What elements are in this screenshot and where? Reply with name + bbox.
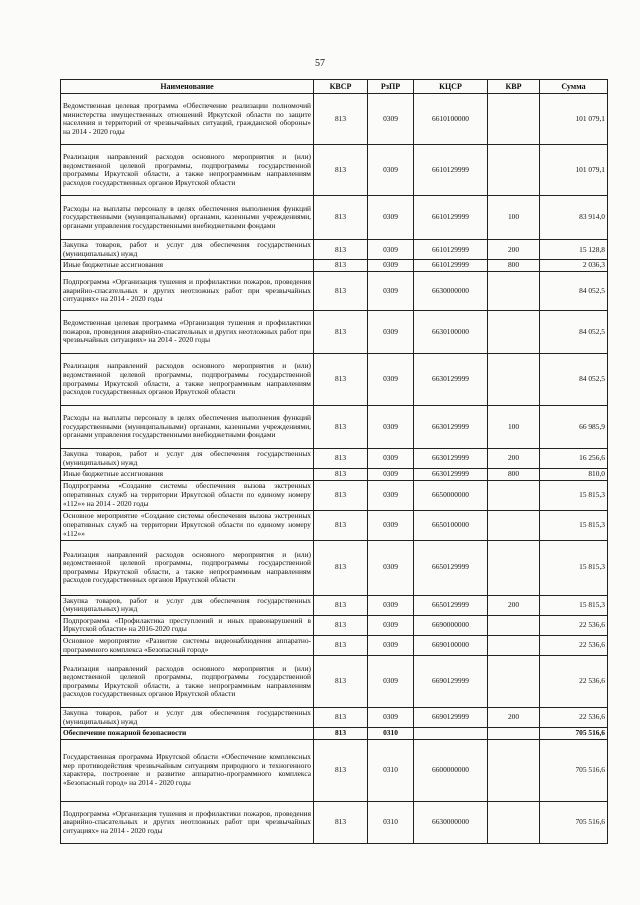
- cell-kcsr: 6650100000: [414, 510, 488, 540]
- cell-kvsr: 813: [314, 469, 368, 481]
- cell-rzpr: 0309: [368, 708, 414, 728]
- cell-sum: 705 516,6: [540, 728, 608, 740]
- cell-sum: 84 052,5: [540, 354, 608, 406]
- cell-kcsr: 6600000000: [414, 739, 488, 801]
- table-row: [61, 354, 608, 406]
- header-name: Наименование: [61, 80, 314, 94]
- cell-kvr: [488, 480, 540, 510]
- cell-kvr: [488, 272, 540, 311]
- cell-rzpr: 0309: [368, 449, 414, 469]
- cell-sum: 22 536,6: [540, 656, 608, 708]
- table-row: [61, 240, 608, 260]
- cell-name: Иные бюджетные ассигнования: [61, 469, 314, 481]
- cell-rzpr: 0309: [368, 260, 414, 272]
- cell-sum: 16 256,6: [540, 449, 608, 469]
- cell-sum: 15 128,8: [540, 240, 608, 260]
- table-row: [61, 260, 608, 272]
- cell-sum: 66 985,9: [540, 406, 608, 449]
- cell-kvr: 200: [488, 449, 540, 469]
- cell-sum: 83 914,0: [540, 196, 608, 240]
- table-body: [61, 94, 608, 844]
- cell-kvsr: 813: [314, 449, 368, 469]
- cell-sum: 15 815,3: [540, 540, 608, 595]
- cell-name: Реализация направлений расходов основного мероприятия и (или) ведомственной целевой программы, подпрограммы государственной программы Иркутской области, а также непрограммным направлениям расходов государственных органов Иркутской области: [61, 540, 314, 595]
- cell-kvsr: 813: [314, 801, 368, 843]
- cell-kcsr: 6630129999: [414, 354, 488, 406]
- cell-kvsr: 813: [314, 145, 368, 196]
- cell-kvr: 200: [488, 240, 540, 260]
- cell-kvsr: 813: [314, 272, 368, 311]
- cell-name: Закупка товаров, работ и услуг для обеспечения государственных (муниципальных) нужд: [61, 240, 314, 260]
- cell-kvsr: 813: [314, 94, 368, 145]
- cell-kcsr: 6630000000: [414, 801, 488, 843]
- cell-sum: 705 516,6: [540, 801, 608, 843]
- cell-rzpr: 0309: [368, 311, 414, 354]
- cell-kvr: [488, 94, 540, 145]
- cell-sum: 705 516,6: [540, 739, 608, 801]
- cell-rzpr: 0309: [368, 540, 414, 595]
- cell-kcsr: [414, 728, 488, 740]
- cell-sum: 22 536,6: [540, 708, 608, 728]
- cell-name: Реализация направлений расходов основного мероприятия и (или) ведомственной целевой программы, подпрограммы государственной программы Иркутской области, а также непрограммным направлениям расходов государственных органов Иркутской области: [61, 656, 314, 708]
- cell-kvsr: 813: [314, 311, 368, 354]
- cell-rzpr: 0310: [368, 801, 414, 843]
- cell-name: Ведомственная целевая программа «Организация тушения и профилактики пожаров, проведения аварийно-спасательных и других неотложных работ при чрезвычайных ситуациях» на 2014 - 2020 годы: [61, 311, 314, 354]
- cell-rzpr: 0310: [368, 739, 414, 801]
- table-row: [61, 656, 608, 708]
- cell-kvr: [488, 540, 540, 595]
- cell-kvr: [488, 354, 540, 406]
- cell-sum: 810,0: [540, 469, 608, 481]
- cell-kvr: [488, 801, 540, 843]
- table-header: [61, 80, 608, 94]
- cell-rzpr: 0309: [368, 510, 414, 540]
- table-row: [61, 94, 608, 145]
- cell-kvr: [488, 728, 540, 740]
- table-row: [61, 595, 608, 615]
- header-sum: Сумма: [540, 80, 608, 94]
- table-row: [61, 145, 608, 196]
- cell-kvsr: 813: [314, 728, 368, 740]
- cell-name: Подпрограмма «Организация тушения и профилактики пожаров, проведения аварийно-спасательных и других неотложных работ при чрезвычайных ситуациях» на 2014 - 2020 годы: [61, 801, 314, 843]
- cell-kcsr: 6610129999: [414, 196, 488, 240]
- cell-rzpr: 0309: [368, 595, 414, 615]
- cell-name: Государственная программа Иркутской области «Обеспечение комплексных мер противодействия чрезвычайным ситуациям природного и техногенного характера, построение и развитие аппаратно-программного комплекса «Безопасный город» на 2014 - 2020 годы: [61, 739, 314, 801]
- cell-rzpr: 0309: [368, 480, 414, 510]
- table-row: [61, 739, 608, 801]
- cell-name: Основное мероприятие «Развитие системы видеонаблюдения аппаратно-программного комплекса «Безопасный город»: [61, 636, 314, 656]
- cell-name: Реализация направлений расходов основного мероприятия и (или) ведомственной целевой программы, подпрограммы государственной программы Иркутской области, а также непрограммным направлениям расходов государственных органов Иркутской области: [61, 354, 314, 406]
- cell-sum: 84 052,5: [540, 272, 608, 311]
- cell-name: Иные бюджетные ассигнования: [61, 260, 314, 272]
- cell-rzpr: 0309: [368, 406, 414, 449]
- cell-kcsr: 6690000000: [414, 615, 488, 635]
- cell-kvsr: 813: [314, 240, 368, 260]
- cell-kcsr: 6630129999: [414, 469, 488, 481]
- cell-sum: 101 079,1: [540, 145, 608, 196]
- cell-name: Расходы на выплаты персоналу в целях обеспечения выполнения функций государственными (муниципальными) органами, казенными учреждениями, органами управления государственными внебюджетными фондами: [61, 406, 314, 449]
- cell-kvr: [488, 145, 540, 196]
- cell-kvr: [488, 636, 540, 656]
- cell-kvsr: 813: [314, 510, 368, 540]
- table-row: [61, 480, 608, 510]
- cell-kcsr: 6690100000: [414, 636, 488, 656]
- cell-kvr: 100: [488, 406, 540, 449]
- cell-rzpr: 0309: [368, 272, 414, 311]
- cell-kvsr: 813: [314, 739, 368, 801]
- cell-kvr: 800: [488, 260, 540, 272]
- cell-kvr: 800: [488, 469, 540, 481]
- cell-kvsr: 813: [314, 260, 368, 272]
- cell-kcsr: 6690129999: [414, 656, 488, 708]
- cell-name: Реализация направлений расходов основного мероприятия и (или) ведомственной целевой программы, подпрограммы государственной программы Иркутской области, а также непрограммным направлениям расходов государственных органов Иркутской области: [61, 145, 314, 196]
- cell-name: Закупка товаров, работ и услуг для обеспечения государственных (муниципальных) нужд: [61, 595, 314, 615]
- table-row: [61, 272, 608, 311]
- cell-rzpr: 0309: [368, 636, 414, 656]
- cell-sum: 2 036,3: [540, 260, 608, 272]
- cell-rzpr: 0309: [368, 656, 414, 708]
- cell-kcsr: 6630129999: [414, 449, 488, 469]
- cell-kvr: [488, 739, 540, 801]
- cell-sum: 15 815,3: [540, 510, 608, 540]
- cell-kvsr: 813: [314, 615, 368, 635]
- cell-sum: 101 079,1: [540, 94, 608, 145]
- cell-kvr: [488, 615, 540, 635]
- cell-rzpr: 0309: [368, 196, 414, 240]
- cell-kcsr: 6610100000: [414, 94, 488, 145]
- cell-name: Подпрограмма «Организация тушения и профилактики пожаров, проведения аварийно-спасательных и других неотложных работ при чрезвычайных ситуациях» на 2014 - 2020 годы: [61, 272, 314, 311]
- header-kcsr: КЦСР: [414, 80, 488, 94]
- cell-kcsr: 6650000000: [414, 480, 488, 510]
- table-row: [61, 708, 608, 728]
- cell-rzpr: 0310: [368, 728, 414, 740]
- cell-name: Обеспечение пожарной безопасности: [61, 728, 314, 740]
- cell-kcsr: 6650129999: [414, 540, 488, 595]
- table-row: [61, 469, 608, 481]
- page-number: 57: [315, 58, 325, 69]
- table-row: [61, 615, 608, 635]
- cell-kcsr: 6630129999: [414, 406, 488, 449]
- cell-name: Закупка товаров, работ и услуг для обеспечения государственных (муниципальных) нужд: [61, 449, 314, 469]
- cell-kvr: [488, 510, 540, 540]
- table-row: [61, 311, 608, 354]
- cell-rzpr: 0309: [368, 354, 414, 406]
- cell-rzpr: 0309: [368, 145, 414, 196]
- cell-rzpr: 0309: [368, 94, 414, 145]
- table-row: [61, 636, 608, 656]
- cell-kvsr: 813: [314, 354, 368, 406]
- header-rzpr: РзПР: [368, 80, 414, 94]
- table-row: [61, 510, 608, 540]
- cell-name: Подпрограмма «Создание системы обеспечения вызова экстренных оперативных служб на территории Иркутской области по единому номеру «112»» на 2014 - 2020 годы: [61, 480, 314, 510]
- cell-kcsr: 6610129999: [414, 145, 488, 196]
- cell-sum: 22 536,6: [540, 636, 608, 656]
- header-kvr: КВР: [488, 80, 540, 94]
- cell-sum: 84 052,5: [540, 311, 608, 354]
- table-row: [61, 540, 608, 595]
- cell-name: Ведомственная целевая программа «Обеспечение реализации полномочий министерства имущественных отношений Иркутской области по защите населения и территорий от чрезвычайных ситуаций, гражданской обороны» на 2014 - 2020 годы: [61, 94, 314, 145]
- cell-name: Расходы на выплаты персоналу в целях обеспечения выполнения функций государственными (муниципальными) органами, казенными учреждениями, органами управления государственными внебюджетными фондами: [61, 196, 314, 240]
- cell-name: Основное мероприятие «Создание системы обеспечения вызова экстренных оперативных служб на территории Иркутской области по единому номеру «112»»: [61, 510, 314, 540]
- cell-kcsr: 6630100000: [414, 311, 488, 354]
- table-row: [61, 728, 608, 740]
- header-kvsr: КВСР: [314, 80, 368, 94]
- table-row: [61, 196, 608, 240]
- cell-rzpr: 0309: [368, 469, 414, 481]
- cell-rzpr: 0309: [368, 240, 414, 260]
- cell-kcsr: 6630000000: [414, 272, 488, 311]
- cell-kvsr: 813: [314, 540, 368, 595]
- cell-kvr: 200: [488, 595, 540, 615]
- cell-kvsr: 813: [314, 708, 368, 728]
- cell-sum: 15 815,3: [540, 595, 608, 615]
- cell-kvr: 100: [488, 196, 540, 240]
- header-row: [61, 80, 608, 94]
- cell-kvsr: 813: [314, 196, 368, 240]
- budget-table: [60, 79, 608, 844]
- cell-rzpr: 0309: [368, 615, 414, 635]
- cell-kvsr: 813: [314, 595, 368, 615]
- cell-sum: 15 815,3: [540, 480, 608, 510]
- table-row: [61, 801, 608, 843]
- cell-kcsr: 6610129999: [414, 260, 488, 272]
- cell-kvsr: 813: [314, 480, 368, 510]
- cell-kvsr: 813: [314, 406, 368, 449]
- cell-kvsr: 813: [314, 636, 368, 656]
- cell-kcsr: 6610129999: [414, 240, 488, 260]
- table-row: [61, 449, 608, 469]
- cell-kvr: 200: [488, 708, 540, 728]
- cell-kvsr: 813: [314, 656, 368, 708]
- cell-name: Закупка товаров, работ и услуг для обеспечения государственных (муниципальных) нужд: [61, 708, 314, 728]
- cell-kvr: [488, 311, 540, 354]
- table-row: [61, 406, 608, 449]
- cell-name: Подпрограмма «Профилактика преступлений и иных правонарушений в Иркутской области» на 2016-2020 годы: [61, 615, 314, 635]
- cell-kcsr: 6690129999: [414, 708, 488, 728]
- cell-kvr: [488, 656, 540, 708]
- cell-sum: 22 536,6: [540, 615, 608, 635]
- cell-kcsr: 6650129999: [414, 595, 488, 615]
